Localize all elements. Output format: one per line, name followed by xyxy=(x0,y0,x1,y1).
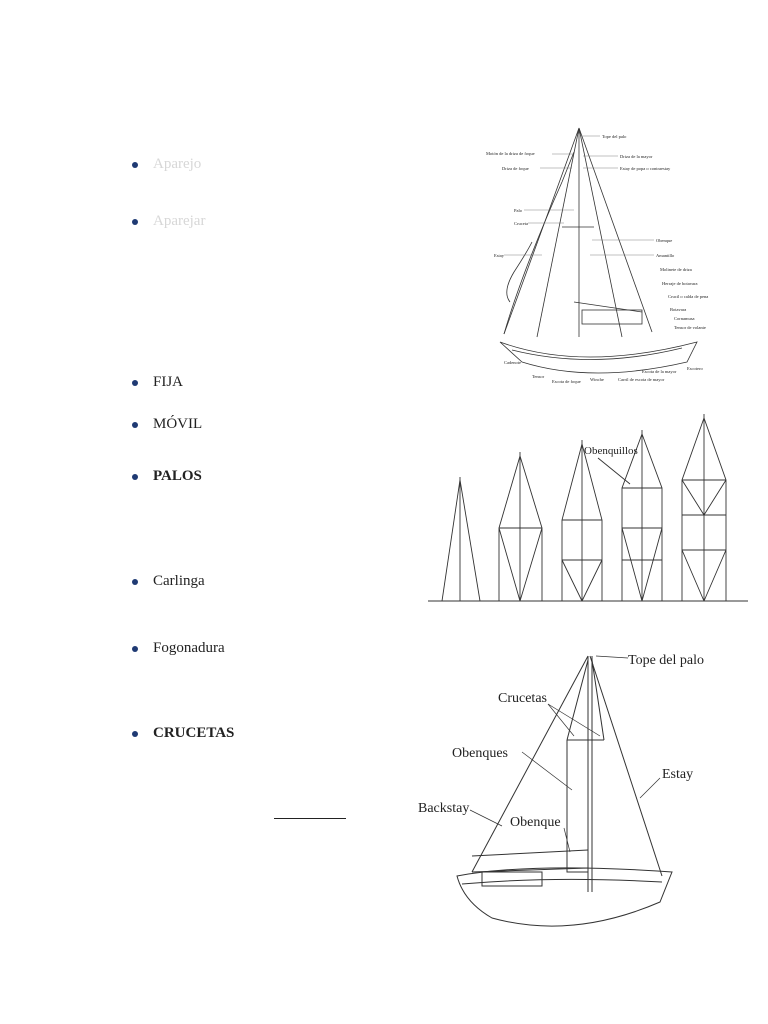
fig1-label: Herraje de botavara xyxy=(662,281,698,286)
bullet-aparejar xyxy=(132,213,205,230)
bullet-dot xyxy=(132,422,138,428)
fig1-label: Escota de la mayor xyxy=(642,369,677,374)
bullet-text: MÓVIL xyxy=(153,416,203,432)
bullet-text: Aparejo xyxy=(153,156,202,172)
bullet-crucetas xyxy=(132,725,234,742)
fig1-label: Palo xyxy=(514,208,523,213)
fig1-label: Tope del palo xyxy=(602,134,627,139)
fig1-label: Tensor de volante xyxy=(674,325,706,330)
fig1-label: Tensor xyxy=(532,374,545,379)
bullet-dot xyxy=(132,380,138,386)
fig1-label: Crucil o calda de pena xyxy=(668,294,709,299)
sailboat-diagram xyxy=(412,640,717,940)
rigging-diagram xyxy=(482,122,722,390)
fig1-label: Escota de foque xyxy=(552,379,581,384)
bullet-dot xyxy=(132,474,138,480)
fig1-label: Driza de foque xyxy=(502,166,529,171)
bullet-text: Carlinga xyxy=(153,573,205,589)
bullet-movil xyxy=(132,416,202,433)
fig1-label: Winche xyxy=(590,377,604,382)
bullet-text: Aparejar xyxy=(153,213,206,229)
bullet-palos xyxy=(132,468,202,485)
bullet-fija xyxy=(132,374,183,391)
fig1-label: Botavara xyxy=(670,307,687,312)
fig1-label: Cruceta xyxy=(514,221,528,226)
backstay-label: Backstay xyxy=(418,801,470,816)
fig1-label: Estay de popa o contraestay xyxy=(620,166,671,171)
bullet-dot xyxy=(132,646,138,652)
bullet-fogonadura xyxy=(132,640,225,657)
bullet-dot xyxy=(132,219,138,225)
estay-label: Estay xyxy=(662,767,694,782)
fig1-label: Carril de escota de mayor xyxy=(618,377,665,382)
fig1-label: Amantillo xyxy=(656,253,675,258)
underline-rule xyxy=(274,818,346,819)
tope-del-palo-label: Tope del palo xyxy=(628,653,704,668)
bullet-carlinga xyxy=(132,573,205,590)
bullet-dot xyxy=(132,162,138,168)
obenque-label: Obenque xyxy=(510,815,561,830)
bullet-text: FIJA xyxy=(153,374,184,390)
bullet-text: CRUCETAS xyxy=(153,725,235,741)
fig1-label: Cadenote xyxy=(504,360,521,365)
fig1-label: Estay xyxy=(494,253,504,258)
fig1-label: Escotero xyxy=(687,366,703,371)
bullet-dot xyxy=(132,579,138,585)
crucetas-label: Crucetas xyxy=(498,691,547,706)
fig1-label: Cornamusa xyxy=(674,316,695,321)
obenques-label: Obenques xyxy=(452,746,508,761)
fig1-label: Molinete de driza xyxy=(660,267,692,272)
fig1-label: Obenque xyxy=(656,238,673,243)
bullet-dot xyxy=(132,731,138,737)
bullet-aparejo xyxy=(132,156,201,173)
obenquillos-label: Obenquillos xyxy=(584,445,638,457)
fig1-label: Motón de la driza de foque xyxy=(486,151,535,156)
mast-configurations-diagram xyxy=(420,410,750,610)
bullet-text: PALOS xyxy=(153,468,202,484)
fig1-label: Driza de la mayor xyxy=(620,154,653,159)
bullet-text: Fogonadura xyxy=(153,640,225,656)
